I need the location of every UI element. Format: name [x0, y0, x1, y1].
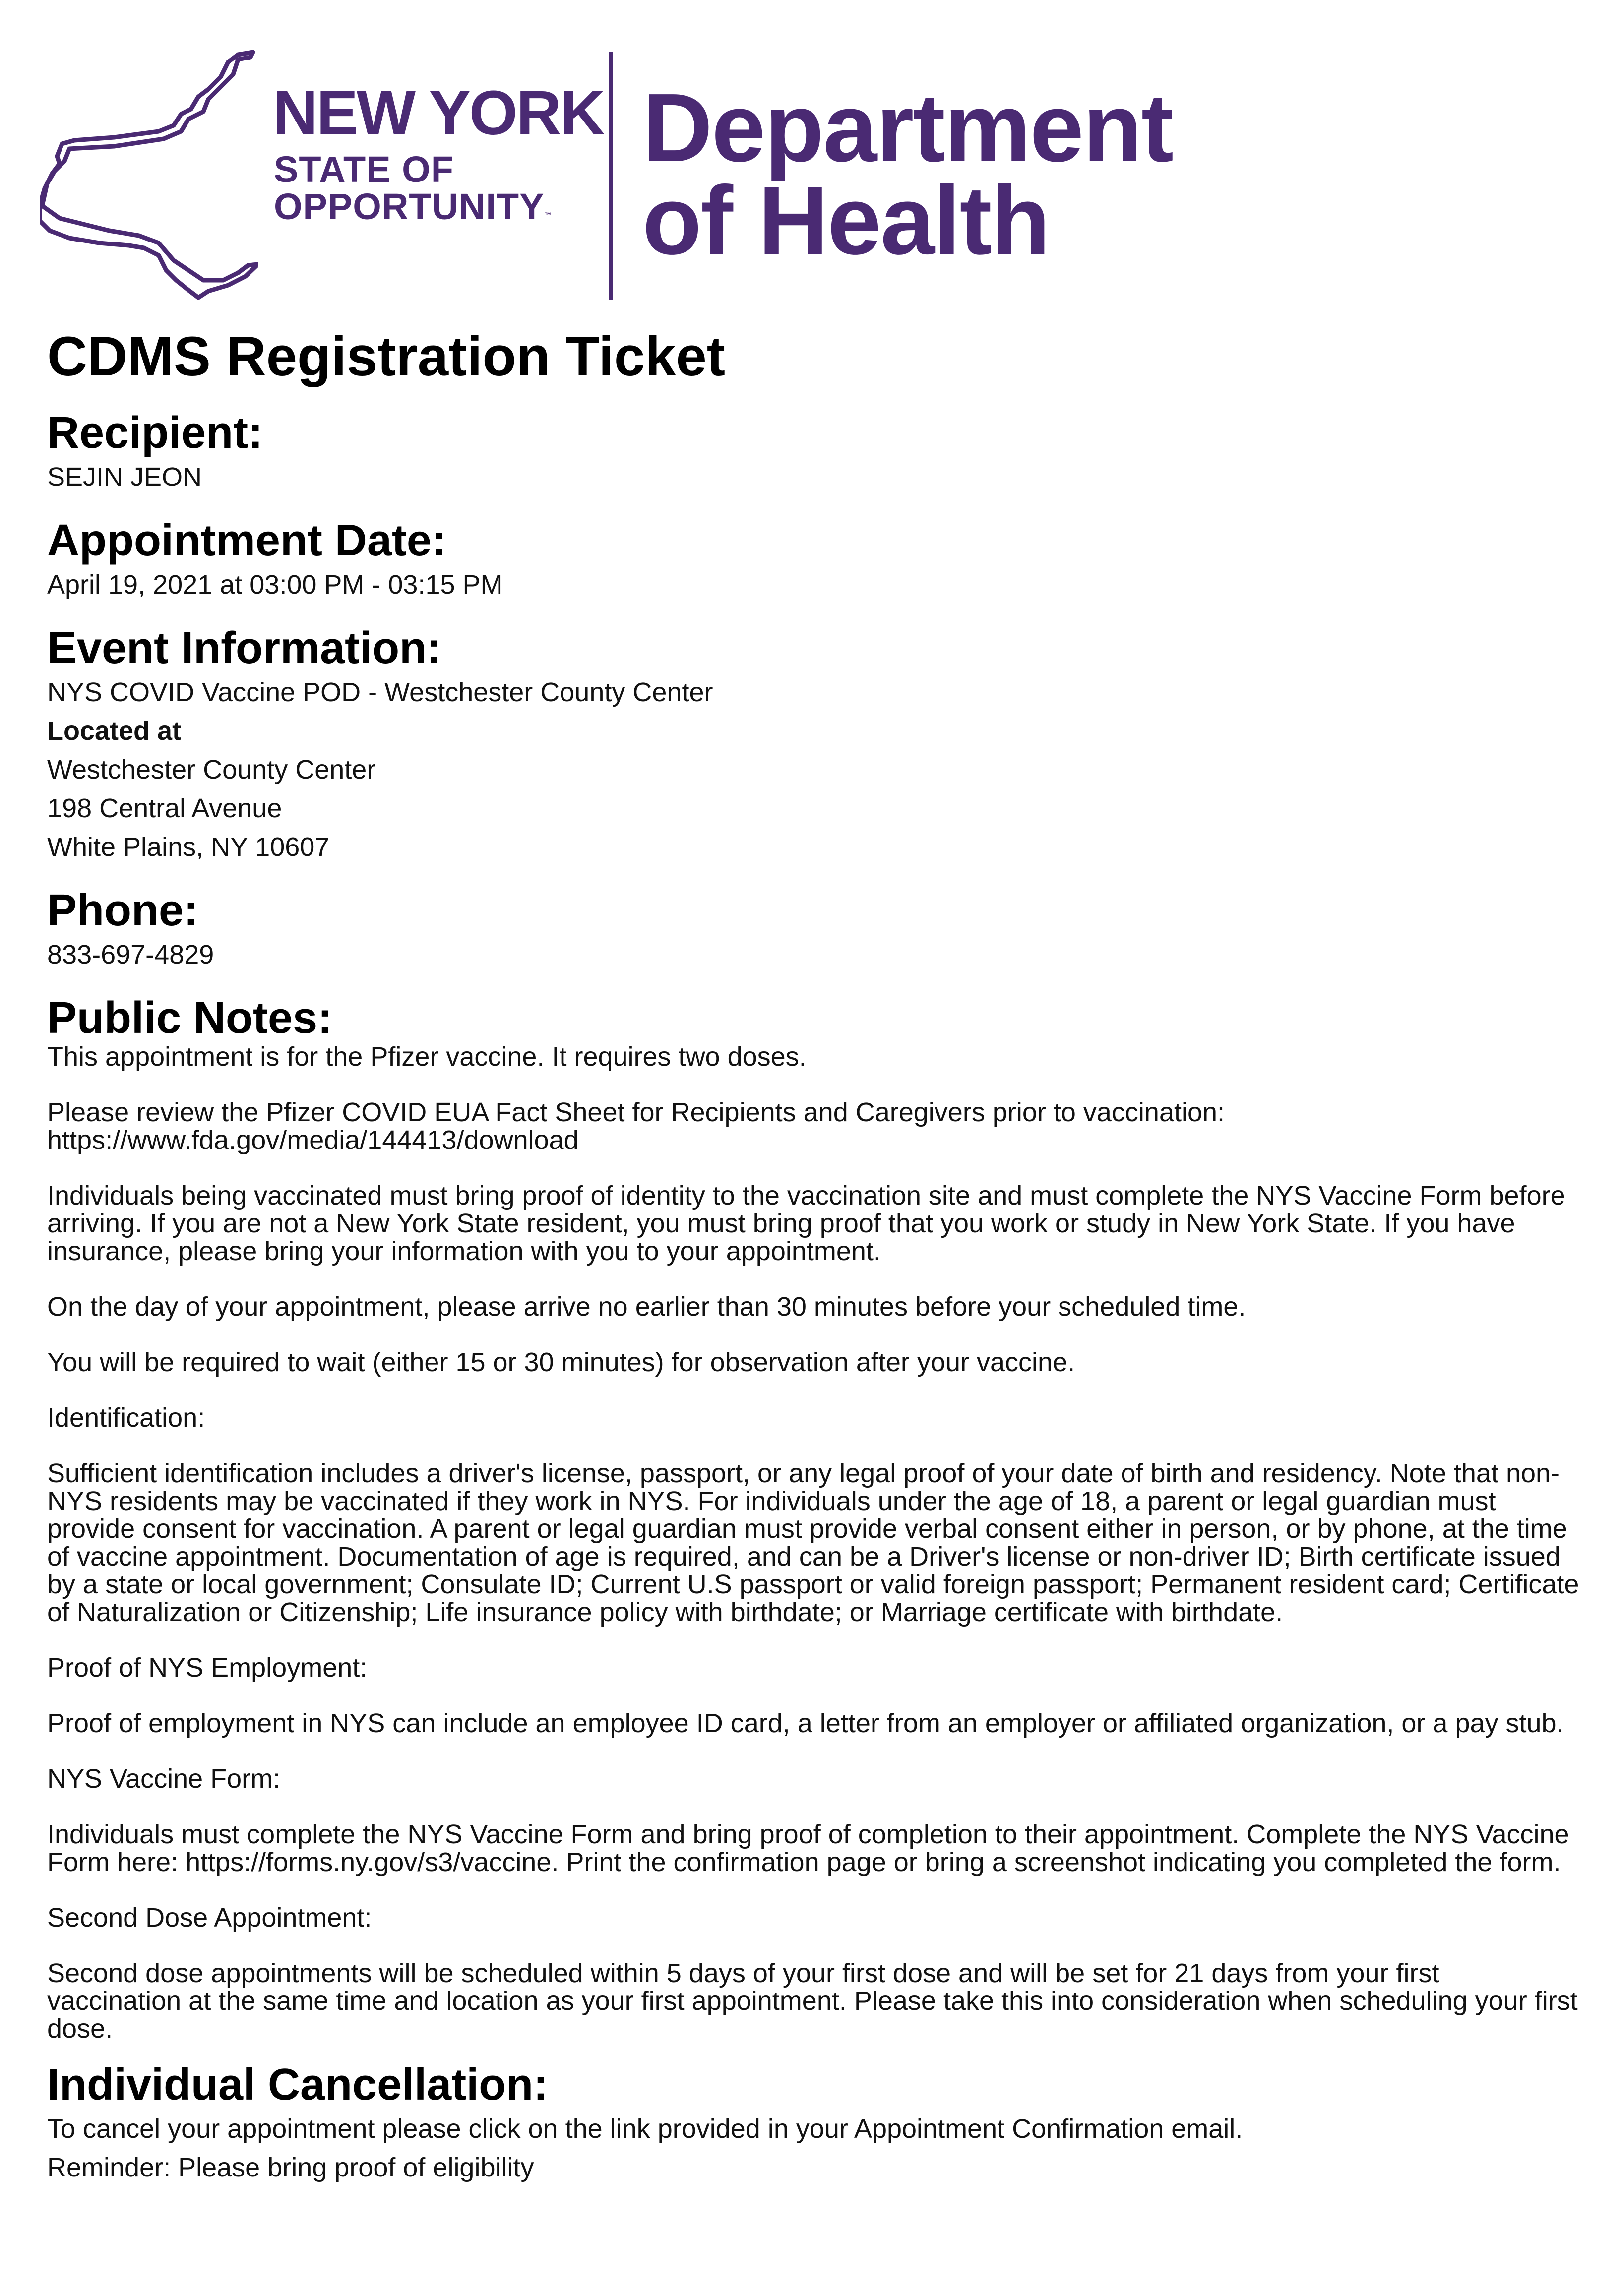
ny-logo-line2: STATE OF: [274, 149, 454, 190]
note-paragraph: Individuals must complete the NYS Vaccine Form and bring proof of completion to their appointment. Complete the NYS Vaccine Form here: https://forms.ny.gov/s3/vaccine. Print the confirmation page or bring a screenshot indicating you completed the form.: [47, 1819, 1569, 1877]
page-title: CDMS Registration Ticket: [47, 325, 726, 387]
ny-logo-line3: [274, 188, 552, 225]
location-city: White Plains, NY 10607: [47, 832, 330, 862]
appointment-section: [47, 516, 1580, 604]
eligibility-reminder: Reminder: Please bring proof of eligibility: [47, 2152, 534, 2182]
logo-divider: [609, 52, 613, 300]
public-notes-section: [47, 994, 1580, 2043]
trademark-mark: ™: [544, 211, 552, 219]
note-paragraph: Second Dose Appointment:: [47, 1902, 372, 1933]
note-paragraph: Individuals being vaccinated must bring proof of identity to the vaccination site and must complete the NYS Vaccine Form before arriving. If you are not a New York State resident, you must bring proof that you work or study in New York State. If you have insurance, please bring your information with you to your appointment.: [47, 1180, 1565, 1266]
note-paragraph: Please review the Pfizer COVID EUA Fact Sheet for Recipients and Caregivers prior to vaccination: https://www.fda.gov/media/144413/download: [47, 1097, 1225, 1155]
note-paragraph: On the day of your appointment, please arrive no earlier than 30 minutes before your scheduled time.: [47, 1291, 1246, 1322]
ticket-content: [47, 325, 1580, 2207]
event-section: [47, 624, 1580, 866]
cancellation-heading: Individual Cancellation:: [47, 2059, 549, 2110]
phone-heading: Phone:: [47, 885, 198, 935]
recipient-section: [47, 409, 1580, 496]
department-logo-line2: of Health: [642, 166, 1050, 275]
cancellation-section: [47, 2060, 1580, 2187]
public-notes-heading: Public Notes:: [47, 993, 333, 1043]
note-paragraph: You will be required to wait (either 15 or 30 minutes) for observation after your vaccine.: [47, 1347, 1075, 1377]
located-at-label: Located at: [47, 716, 182, 746]
recipient-heading: Recipient:: [47, 408, 263, 458]
note-paragraph: Proof of NYS Employment:: [47, 1652, 368, 1683]
location-street: 198 Central Avenue: [47, 793, 282, 823]
appointment-heading: Appointment Date:: [47, 515, 446, 565]
note-paragraph: Identification:: [47, 1402, 205, 1433]
location-name: Westchester County Center: [47, 754, 376, 785]
phone-number: 833-697-4829: [47, 939, 214, 969]
ny-logo-line3-text: OPPORTUNITY: [274, 186, 545, 227]
public-notes-body: [47, 1043, 1580, 2043]
note-paragraph: Second dose appointments will be scheduled within 5 days of your first dose and will be set for 21 days from your first vaccination at the same time and location as your first appointment. Please take this into consideration when scheduling your first dose.: [47, 1958, 1578, 2044]
note-paragraph: NYS Vaccine Form:: [47, 1763, 281, 1794]
note-paragraph: Sufficient identification includes a driver's license, passport, or any legal proof of your date of birth and residency. Note that non-NYS residents may be vaccinated if they work in NYS. For individuals under the age of 18, a parent or legal guardian must provide consent for vaccination. A parent or legal guardian must provide verbal consent either in person, or by phone, at the time of vaccine appointment. Documentation of age is required, and can be a Driver's license or non-driver ID; Birth certificate issued by a state or local government; Consulate ID; Current U.S passport or valid foreign passport; Permanent resident card; Certificate of Naturalization or Citizenship; Life insurance policy with birthdate; or Marriage certificate with birthdate.: [47, 1458, 1579, 1627]
recipient-name: SEJIN JEON: [47, 462, 202, 492]
new-york-state-outline-icon: [40, 47, 258, 305]
note-paragraph: Proof of employment in NYS can include an employee ID card, a letter from an employer or affiliated organization, or a pay stub.: [47, 1708, 1564, 1738]
nys-doh-logo: [40, 47, 1173, 305]
event-name: NYS COVID Vaccine POD - Westchester County Center: [47, 677, 713, 707]
event-heading: Event Information:: [47, 623, 442, 673]
cancellation-instructions: To cancel your appointment please click on the link provided in your Appointment Confirmation email.: [47, 2114, 1243, 2144]
note-paragraph: This appointment is for the Pfizer vaccine. It requires two doses.: [47, 1041, 807, 1072]
ny-logo-line1: NEW YORK: [273, 78, 604, 148]
department-logo-line1: Department: [642, 73, 1173, 182]
appointment-date: April 19, 2021 at 03:00 PM - 03:15 PM: [47, 569, 503, 600]
phone-section: [47, 886, 1580, 974]
